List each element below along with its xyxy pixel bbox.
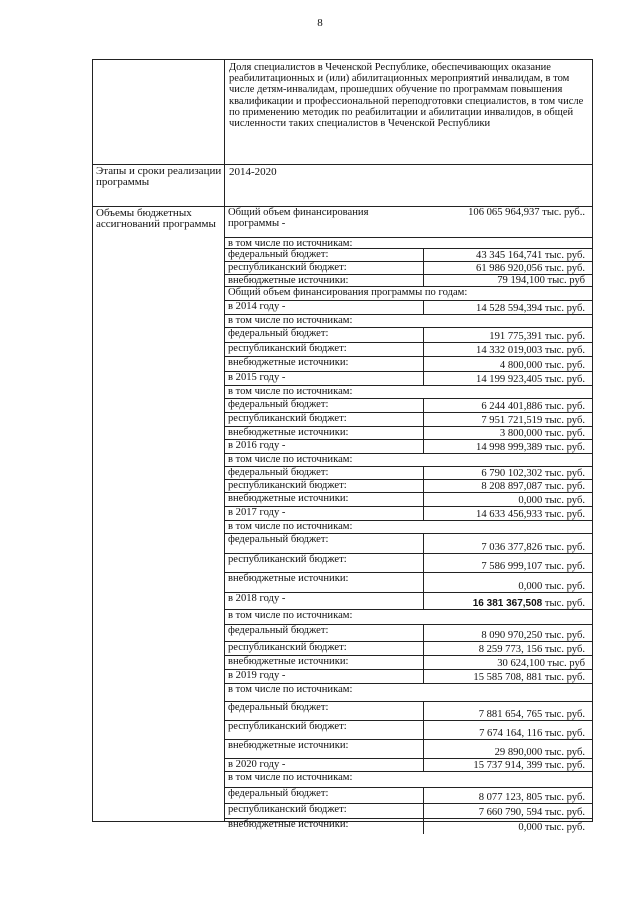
budget-row [225,593,593,610]
budget-row-value: 0,000 тыс. руб. [518,581,585,592]
budget-row [225,642,593,656]
budget-row-label: в 2015 году - [228,372,286,383]
budget-row-value: 7 036 377,826 тыс. руб. [481,542,585,553]
budget-row-value: 14 332 019,003 тыс. руб. [476,345,585,356]
budget-row-label: федеральный бюджет: [228,328,329,339]
budget-row-value: 15 585 708, 881 тыс. руб. [473,672,585,683]
budget-row-label: республиканский бюджет: [228,413,347,424]
budget-row [225,554,593,573]
budget-row [225,287,593,301]
budget-row-label: республиканский бюджет: [228,262,347,273]
budget-row-value: 7 674 164, 116 тыс. руб. [479,728,585,739]
budget-row-label: в 2017 году - [228,507,286,518]
budget-row-label: внебюджетные источники: [228,819,349,830]
budget-row-label: внебюджетные источники: [228,656,349,667]
budget-row-label: республиканский бюджет: [228,721,347,732]
budget-row-value: 0,000 тыс. руб. [518,822,585,833]
budget-row-label: республиканский бюджет: [228,554,347,565]
budget-row-label: федеральный бюджет: [228,625,329,636]
budget-row-value: 7 660 790, 594 тыс. руб. [478,807,585,818]
budget-row-value: 7 951 721,519 тыс. руб. [481,415,585,426]
budget-row [225,804,593,819]
budget-row [225,625,593,642]
budget-row [225,238,593,249]
budget-row [225,454,593,467]
budget-row-value: 79 194,100 тыс. руб [497,275,585,286]
budget-row-label: федеральный бюджет: [228,534,329,545]
budget-row-value: 0,000 тыс. руб. [518,495,585,506]
budget-row [225,467,593,480]
budget-row [225,480,593,493]
budget-row [225,740,593,759]
budget-row [225,372,593,386]
budget-row-label: внебюджетные источники: [228,573,349,584]
budget-row-label: в 2014 году - [228,301,286,312]
budget-row [225,249,593,262]
budget-row-label: в том числе по источникам: [228,238,353,249]
budget-row-label: Общий объем финансирования программы - [228,207,369,229]
stages-label: Этапы и сроки реализации программы [96,165,222,188]
budget-row [225,275,593,287]
budget-row [225,684,593,702]
budget-row-value: 15 737 914, 399 тыс. руб. [473,760,585,771]
budget-row [225,610,593,625]
budget-row-label: в том числе по источникам: [228,315,353,326]
budget-row-label: внебюджетные источники: [228,275,349,286]
budget-row-label: внебюджетные источники: [228,740,349,751]
budget-row-value: 191 775,391 тыс. руб. [489,331,585,342]
budget-row-value: 14 998 999,389 тыс. руб. [476,442,585,453]
budget-row-value: 7 586 999,107 тыс. руб. [481,561,585,572]
budget-row [225,721,593,740]
budget-row-label: в том числе по источникам: [228,610,353,621]
budget-row-value: 30 624,100 тыс. руб [497,658,585,669]
budget-row-value: 8 090 970,250 тыс. руб. [481,630,585,641]
budget-row [225,399,593,413]
budget-row-value: 106 065 964,937 тыс. руб.. [468,207,585,218]
budget-row-value: 61 986 920,056 тыс. руб. [476,263,585,274]
budget-row-label: в 2020 году - [228,759,286,770]
budget-row [225,301,593,315]
budget-row-label: в том числе по источникам: [228,521,353,532]
budget-row-value: 43 345 164,741 тыс. руб. [476,250,585,261]
budget-row-label: Общий объем финансирования программы по годам: [228,287,468,298]
page-number: 8 [317,17,323,29]
budget-row-value: 4 800,000 тыс. руб. [499,360,585,371]
budget-row-label: республиканский бюджет: [228,804,347,815]
budget-row-label: внебюджетные источники: [228,493,349,504]
budget-row-label: федеральный бюджет: [228,788,329,799]
budget-row-value: 8 259 773, 156 тыс. руб. [478,644,585,655]
budget-row [225,343,593,357]
budget-row [225,819,593,833]
budget-row-label: республиканский бюджет: [228,343,347,354]
budget-row-label: внебюджетные источники: [228,357,349,368]
budget-row-label: в том числе по источникам: [228,386,353,397]
indicator-description: Доля специалистов в Чеченской Республике, обеспечивающих оказание реабилитационных и (или) абилитационных мероприятий инвалидам, в том числе детям-инвалидам, прошедших обучение по программам повышения квалификации и профессиональной переподготовки специалистов, в том числе по применению методик по реабилитации и абилитации инвалидов, в общей численности таких специалистов в Чеченской Республики [229,62,584,130]
budget-row [225,207,593,238]
budget-row-value: 6 790 102,302 тыс. руб. [481,468,585,479]
budget-row [225,670,593,684]
budget-row-value: 14 199 923,405 тыс. руб. [476,374,585,385]
budget-row [225,507,593,521]
budget-row [225,521,593,534]
budget-row [225,413,593,427]
budget-row-label: в 2016 году - [228,440,286,451]
budget-label: Объемы бюджетных ассигнований программы [96,207,216,230]
budget-row-value: 14 633 456,933 тыс. руб. [476,509,585,520]
budget-row [225,759,593,772]
budget-row [225,440,593,454]
budget-row [225,386,593,399]
budget-row [225,493,593,507]
budget-row [225,788,593,804]
budget-row-value [473,598,585,609]
budget-breakdown-table [225,207,593,833]
budget-row [225,328,593,343]
budget-row [225,573,593,593]
budget-row [225,357,593,372]
budget-row-value: 8 077 123, 805 тыс. руб. [478,792,585,803]
budget-row-label: внебюджетные источники: [228,427,349,438]
budget-row-value: 14 528 594,394 тыс. руб. [476,303,585,314]
budget-row-label: в том числе по источникам: [228,684,353,695]
budget-row-label: в том числе по источникам: [228,454,353,465]
budget-row [225,534,593,554]
budget-row-label: в том числе по источникам: [228,772,353,783]
budget-row-label: республиканский бюджет: [228,642,347,653]
budget-row-label: федеральный бюджет: [228,467,329,478]
budget-row-label: федеральный бюджет: [228,249,329,260]
budget-row-value: 7 881 654, 765 тыс. руб. [478,709,585,720]
budget-row-value: 3 800,000 тыс. руб. [499,428,585,439]
budget-row [225,702,593,721]
budget-row [225,315,593,328]
budget-row [225,427,593,440]
program-period: 2014-2020 [229,166,277,178]
budget-row-label: федеральный бюджет: [228,399,329,410]
budget-row-label: республиканский бюджет: [228,480,347,491]
budget-row [225,656,593,670]
budget-row-label: федеральный бюджет: [228,702,329,713]
budget-row-value: 6 244 401,886 тыс. руб. [481,401,585,412]
budget-row-label: в 2019 году - [228,670,286,681]
budget-row-value-emphasis: 16 381 367,508 [472,598,543,609]
budget-row-value-unit: тыс. руб. [542,598,585,609]
budget-row [225,772,593,788]
budget-row [225,262,593,275]
budget-row-label: в 2018 году - [228,593,286,604]
budget-row-value: 29 890,000 тыс. руб. [494,747,585,758]
budget-row-value: 8 208 897,087 тыс. руб. [481,481,585,492]
